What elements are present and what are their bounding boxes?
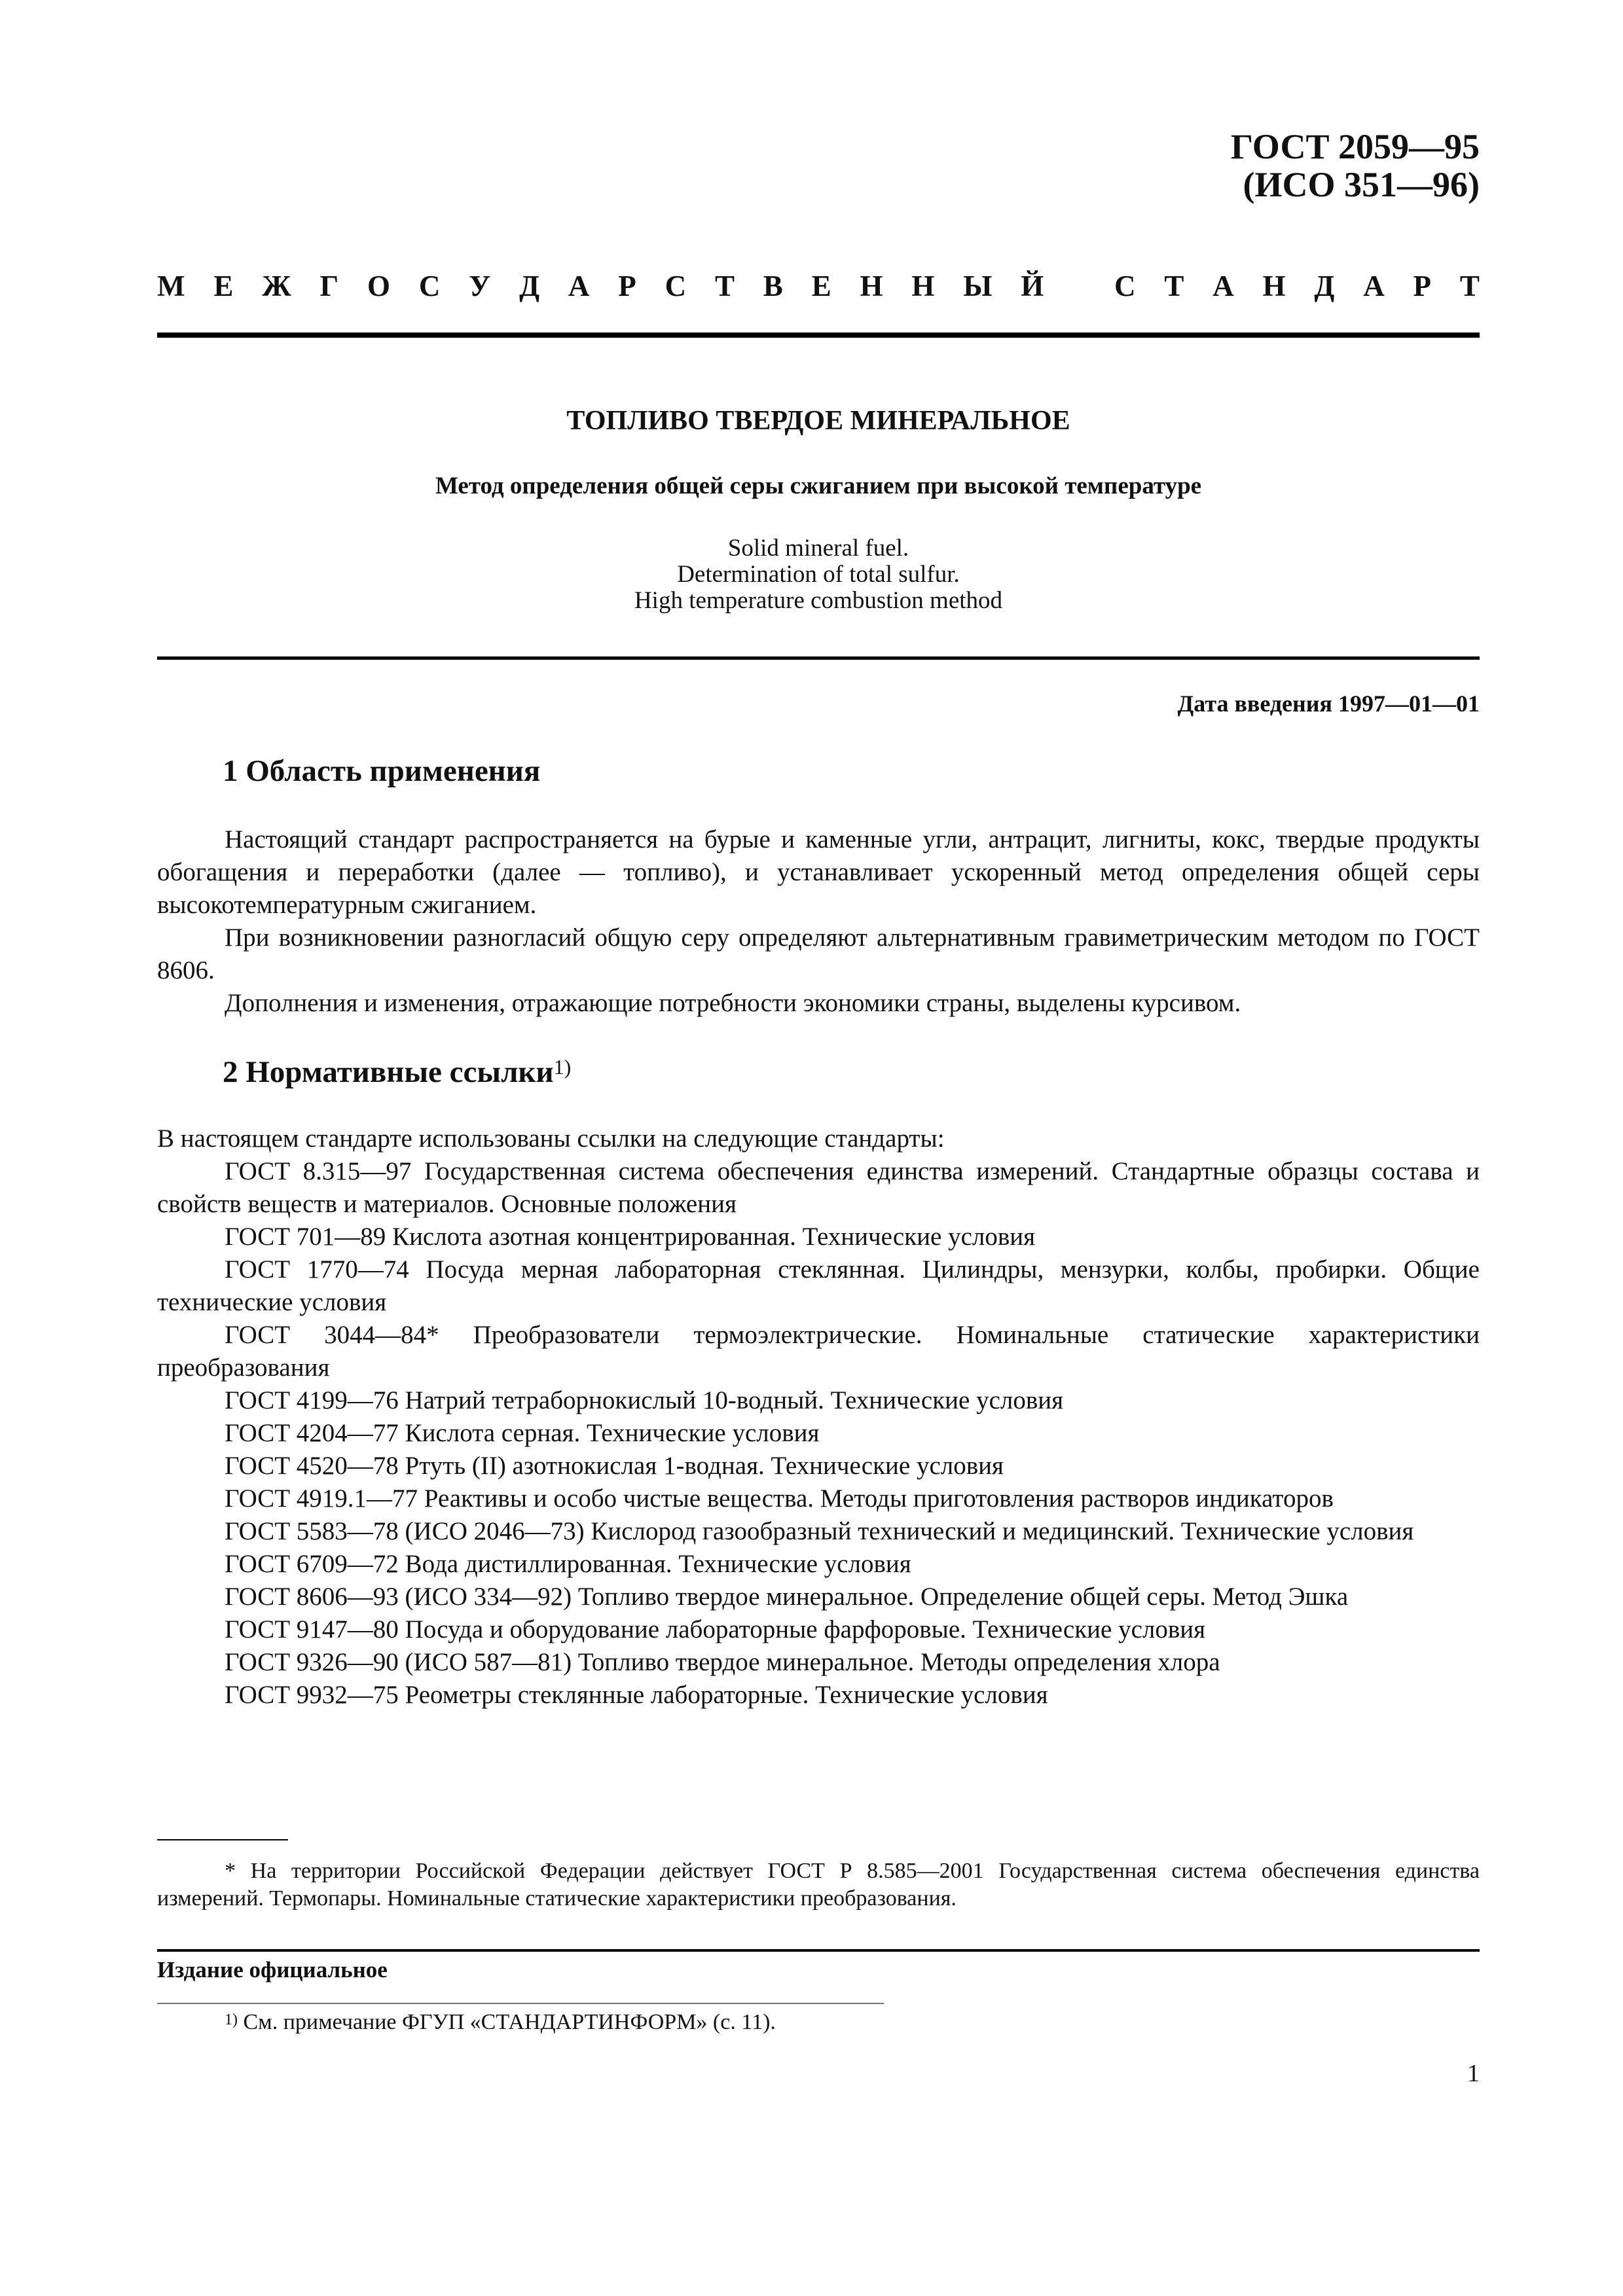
section-heading-text: 2 Нормативные ссылки — [223, 1055, 554, 1089]
english-title-line: Solid mineral fuel. — [727, 535, 909, 562]
banner-letter: Г — [319, 270, 339, 302]
banner-letter: Ж — [262, 270, 291, 302]
banner-letter: У — [469, 270, 491, 302]
banner-letter: О — [367, 270, 391, 302]
section-1-body — [157, 823, 1480, 1020]
title-rule — [157, 656, 1480, 660]
reference-item: ГОСТ 8.315—97 Государственная система обеспечения единства измерений. Стандартные образцы состава и свойств веществ и материалов. Основные положения — [157, 1157, 1480, 1218]
banner-letter: С — [665, 270, 687, 302]
reference-item: ГОСТ 5583—78 (ИСО 2046—73) Кислород газообразный технический и медицинский. Технические условия — [225, 1517, 1414, 1545]
section-heading-2 — [223, 1054, 571, 1090]
reference-item: ГОСТ 1770—74 Посуда мерная лабораторная стеклянная. Цилиндры, мензурки, колбы, пробирки. Общие технические условия — [157, 1255, 1480, 1316]
reference-item: ГОСТ 9147—80 Посуда и оборудование лабораторные фарфоровые. Технические условия — [225, 1615, 1206, 1643]
banner-gap — [1072, 270, 1085, 302]
banner-letter: Д — [519, 270, 540, 302]
banner-letter: Т — [1164, 270, 1184, 302]
page-number: 1 — [1467, 2060, 1480, 2087]
banner-letter: А — [1363, 270, 1385, 302]
document-title: ТОПЛИВО ТВЕРДОЕ МИНЕРАЛЬНОЕ — [566, 406, 1070, 436]
banner-letter: С — [1114, 270, 1136, 302]
paragraph: При возникновении разногласий общую серу определяют альтернативным гравиметрическим методом по ГОСТ 8606. — [157, 924, 1480, 984]
section-2-body — [157, 1122, 1480, 1712]
edition-rule — [157, 1949, 1480, 1952]
reference-item: ГОСТ 4199—76 Натрий тетраборнокислый 10-водный. Технические условия — [225, 1386, 1064, 1414]
reference-item: ГОСТ 701—89 Кислота азотная концентрированная. Технические условия — [225, 1223, 1036, 1251]
reference-item: ГОСТ 4520—78 Ртуть (II) азотнокислая 1-водная. Технические условия — [225, 1452, 1004, 1480]
reference-item: ГОСТ 9932—75 Реометры стеклянные лабораторные. Технические условия — [225, 1681, 1048, 1709]
footnote-text: См. примечание ФГУП «СТАНДАРТИНФОРМ» (с. 11). — [238, 2010, 776, 2034]
iso-number: (ИСО 351—96) — [1243, 165, 1480, 204]
reference-item: ГОСТ 6709—72 Вода дистиллированная. Технические условия — [225, 1550, 911, 1578]
footnote-one — [225, 2008, 776, 2037]
standard-designation — [1231, 128, 1480, 204]
banner-letter: М — [157, 270, 185, 302]
reference-list — [157, 1155, 1480, 1712]
introduction-date: Дата введения 1997—01—01 — [1177, 691, 1480, 717]
banner-letter: Е — [811, 270, 831, 302]
interstate-standard-banner — [157, 270, 1480, 302]
english-title-line: High temperature combustion method — [634, 587, 1003, 614]
footnote-marker: 1) — [553, 1055, 572, 1079]
banner-letter: Ы — [963, 270, 993, 302]
footnote-separator — [157, 2003, 884, 2004]
footnote-mark: 1) — [225, 2011, 238, 2028]
footnote-separator — [157, 1839, 288, 1840]
banner-letter: В — [763, 270, 783, 302]
edition-label: Издание официальное — [157, 1957, 388, 1982]
reference-item: ГОСТ 8606—93 (ИСО 334—92) Топливо твердое минеральное. Определение общей серы. Метод Эшка — [225, 1583, 1349, 1611]
banner-letter: С — [418, 270, 441, 302]
banner-letter: Е — [213, 270, 234, 302]
english-title — [157, 535, 1480, 614]
paragraph: Настоящий стандарт распространяется на бурые и каменные угли, антрацит, лигниты, кокс, твердые продукты обогащения и переработки (далее — топливо), и устанавливает ускоренный метод определения общей серы высокотемпературным сжиганием. — [157, 825, 1480, 919]
reference-item: ГОСТ 9326—90 (ИСО 587—81) Топливо твердое минеральное. Методы определения хлора — [225, 1648, 1220, 1676]
banner-letter: Д — [1314, 270, 1335, 302]
paragraph: В настоящем стандарте использованы ссылки на следующие стандарты: — [157, 1124, 945, 1153]
reference-item: ГОСТ 3044—84* Преобразователи термоэлектрические. Номинальные статические характеристики преобразования — [157, 1321, 1480, 1382]
document-page — [157, 0, 1480, 2296]
banner-letter: Т — [714, 270, 735, 302]
document-subtitle: Метод определения общей серы сжиганием при высокой температуре — [435, 473, 1202, 499]
gost-number: ГОСТ 2059—95 — [1230, 127, 1480, 166]
banner-letter: Н — [860, 270, 883, 302]
banner-letter: А — [568, 270, 590, 302]
banner-letter: Т — [1459, 270, 1480, 302]
footnote-star: * На территории Российской Федерации действует ГОСТ Р 8.585—2001 Государственная система обеспечения единства измерений. Термопары. Номинальные статические характеристики преобразования. — [157, 1859, 1480, 1910]
banner-letter: Н — [911, 270, 935, 302]
banner-letter: А — [1213, 270, 1234, 302]
banner-letter: Н — [1262, 270, 1286, 302]
header-rule — [157, 332, 1480, 338]
english-title-line: Determination of total sulfur. — [677, 561, 960, 588]
banner-letter: Р — [618, 270, 636, 302]
paragraph: Дополнения и изменения, отражающие потребности экономики страны, выделены курсивом. — [225, 989, 1241, 1017]
banner-letter: Р — [1413, 270, 1432, 302]
reference-item: ГОСТ 4919.1—77 Реактивы и особо чистые вещества. Методы приготовления растворов индикаторов — [225, 1484, 1334, 1513]
reference-item: ГОСТ 4204—77 Кислота серная. Технические условия — [225, 1419, 820, 1447]
banner-letter: Й — [1021, 270, 1044, 302]
section-heading: 1 Область применения — [223, 754, 541, 788]
